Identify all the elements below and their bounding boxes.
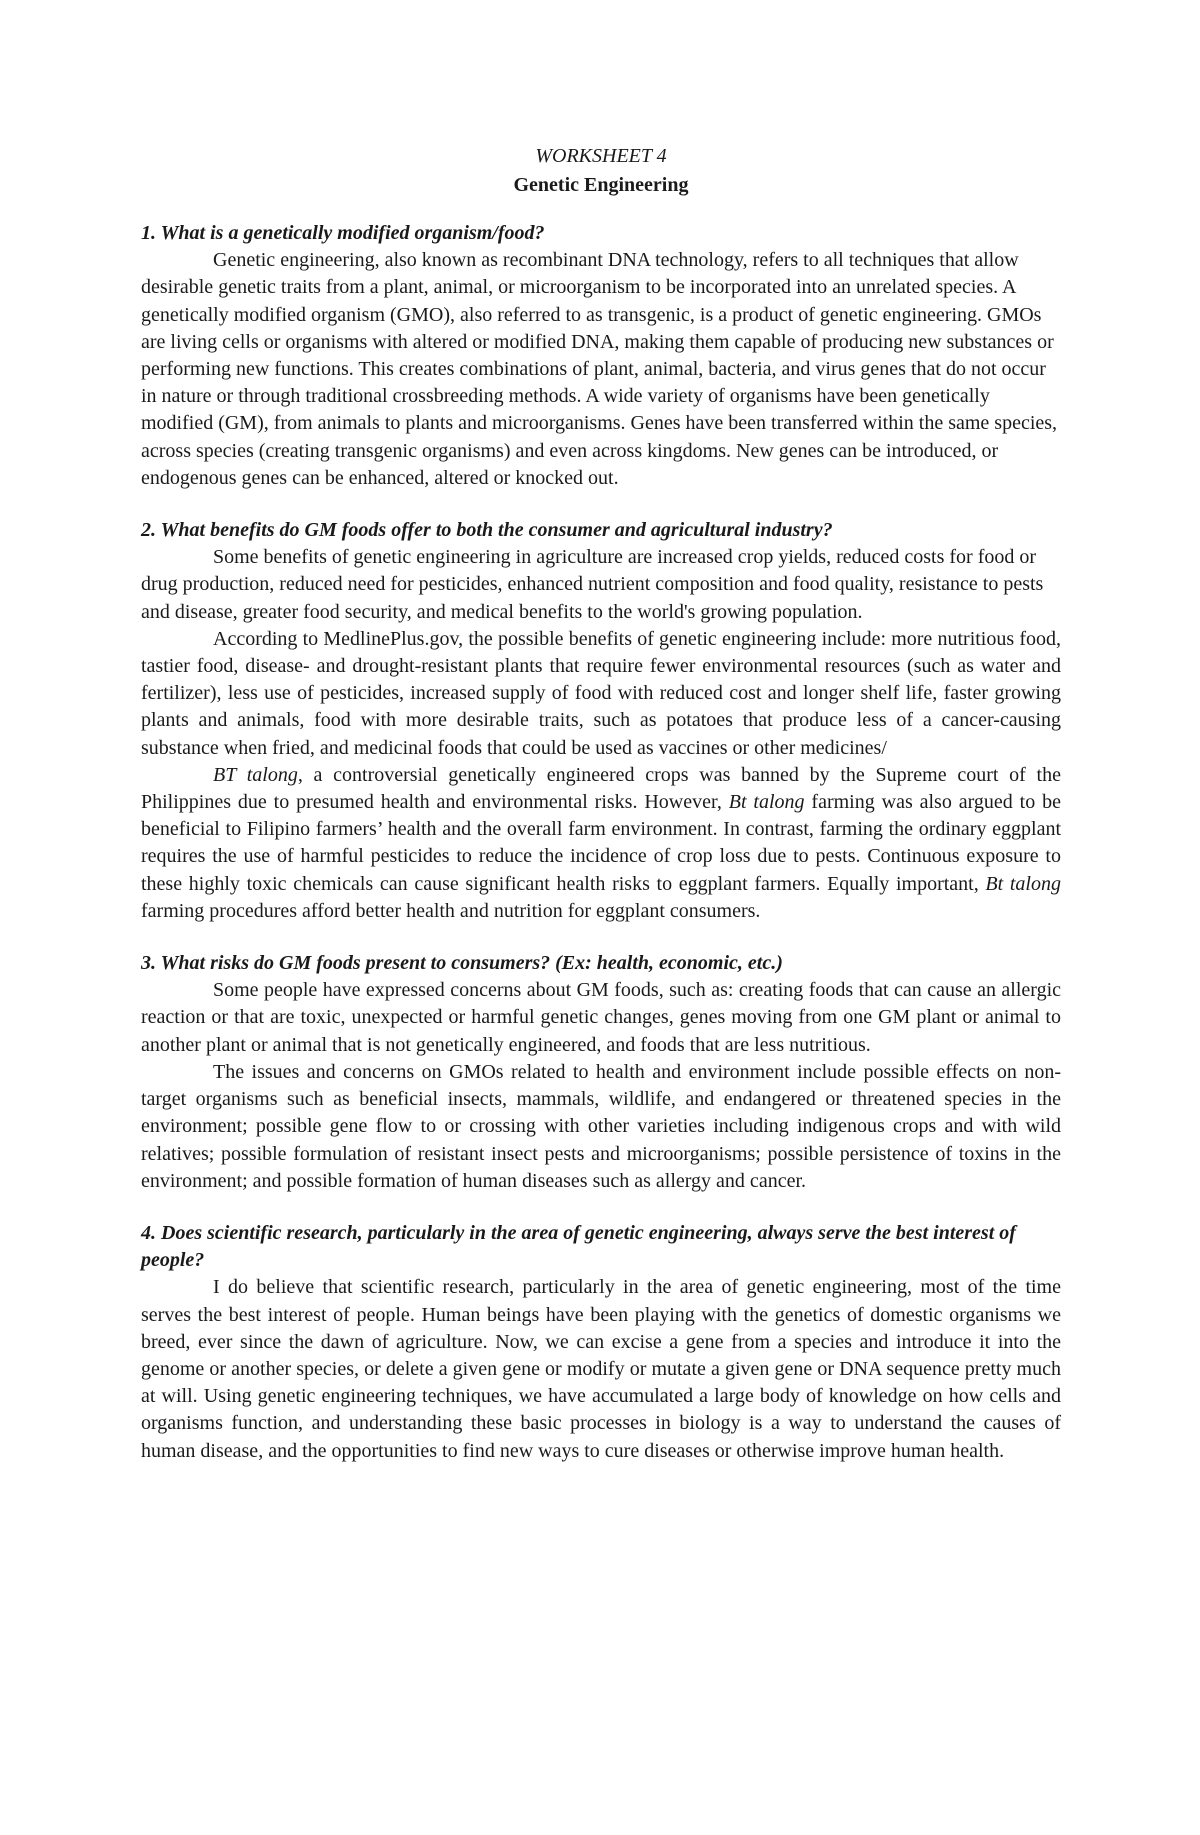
worksheet-label: WORKSHEET 4 <box>535 145 667 167</box>
answer-paragraph: According to MedlinePlus.gov, the possible benefits of genetic engineering include: more nutritious food, tastier food, disease- and drought-resistant plants that require fewer environmental resources (such as water and fertilizer), less use of pesticides, increased supply of food with reduced cost and longer shelf life, faster growing plants and animals, food with more desirable traits, such as potatoes that produce less of a cancer-causing substance when fried, and medicinal foods that could be used as vaccines or other medicines/ <box>141 627 1061 759</box>
section-gm-risks <box>141 950 1061 1195</box>
bt-talong-term: Bt talong <box>728 791 805 814</box>
question-heading: 3. What risks do GM foods present to consumers? (Ex: health, economic, etc.) <box>141 952 783 975</box>
paragraph-text: , a controversial genetically engineered crops was banned by the Supreme court of the Philippines due to presumed health and environmental risks. However, <box>141 763 1061 814</box>
worksheet-page <box>141 142 1061 1490</box>
answer-paragraph: The issues and concerns on GMOs related to health and environment include possible effects on non-target organisms such as beneficial insects, mammals, wildlife, and endangered or threatened species in the environment; possible gene flow to or crossing with other varieties including indigenous crops and with wild relatives; possible formulation of resistant insect pests and microorganisms; possible persistence of toxins in the environment; and possible formation of human diseases such as allergy and cancer. <box>141 1060 1061 1192</box>
paragraph-text: farming procedures afford better health and nutrition for eggplant consumers. <box>141 899 761 922</box>
answer-paragraph: Some benefits of genetic engineering in agriculture are increased crop yields, reduced costs for food or drug production, reduced need for pesticides, enhanced nutrient composition and food quality, resistance to pests and disease, greater food security, and medical benefits to the world's growing population. <box>141 546 1044 623</box>
paragraph-text: farming was also argued to be beneficial to Filipino farmers’ health and the overall farm environment. In contrast, farming the ordinary eggplant requires the use of harmful pesticides to reduce the incidence of crop loss due to pests. Continuous exposure to these highly toxic chemicals can cause significant health risks to eggplant farmers. Equally important, <box>141 791 1061 895</box>
section-research-interest <box>141 1220 1061 1465</box>
answer-paragraph: I do believe that scientific research, particularly in the area of genetic engineering, most of the time serves the best interest of people. Human beings have been playing with the genetics of domestic organisms we breed, ever since the dawn of agriculture. Now, we can excise a gene from a species and introduce it into the genome or another species, or delete a given gene or modify or mutate a given gene or DNA sequence pretty much at will. Using genetic engineering techniques, we have accumulated a large body of knowledge on how cells and organisms function, and understanding these basic processes in biology is a way to understand the causes of human disease, and the opportunities to find new ways to cure diseases or otherwise improve human health. <box>141 1276 1061 1462</box>
bt-talong-term: Bt talong <box>985 872 1061 895</box>
section-gm-benefits <box>141 517 1061 925</box>
answer-paragraph: Some people have expressed concerns about GM foods, such as: creating foods that can cause an allergic reaction or that are toxic, unexpected or harmful genetic changes, genes moving from one GM plant or animal to another plant or animal that is not genetically engineered, and foods that are less nutritious. <box>141 979 1061 1056</box>
question-heading: 2. What benefits do GM foods offer to both the consumer and agricultural industry? <box>141 519 833 542</box>
section-gmo-definition <box>141 220 1061 492</box>
question-heading: 1. What is a genetically modified organism/food? <box>141 222 545 244</box>
bt-talong-term: BT talong <box>213 763 298 786</box>
bt-talong-paragraph <box>141 762 1061 925</box>
answer-paragraph: Genetic engineering, also known as recombinant DNA technology, refers to all techniques that allow desirable genetic traits from a plant, animal, or microorganism to be incorporated into an unrelated species. A genetically modified organism (GMO), also referred to as transgenic, is a product of genetic engineering. GMOs are living cells or organisms with altered or modified DNA, making them capable of producing new substances or performing new functions. This creates combinations of plant, animal, bacteria, and virus genes that do not occur in nature or through traditional crossbreeding methods. A wide variety of organisms have been genetically modified (GM), from animals to plants and microorganisms. Genes have been transferred within the same species, across species (creating transgenic organisms) and even across kingdoms. New genes can be introduced, or endogenous genes can be enhanced, altered or knocked out. <box>141 249 1058 489</box>
question-heading: 4. Does scientific research, particularly in the area of genetic engineering, always serve the best interest of people? <box>141 1221 1016 1272</box>
page-title: Genetic Engineering <box>513 174 689 196</box>
